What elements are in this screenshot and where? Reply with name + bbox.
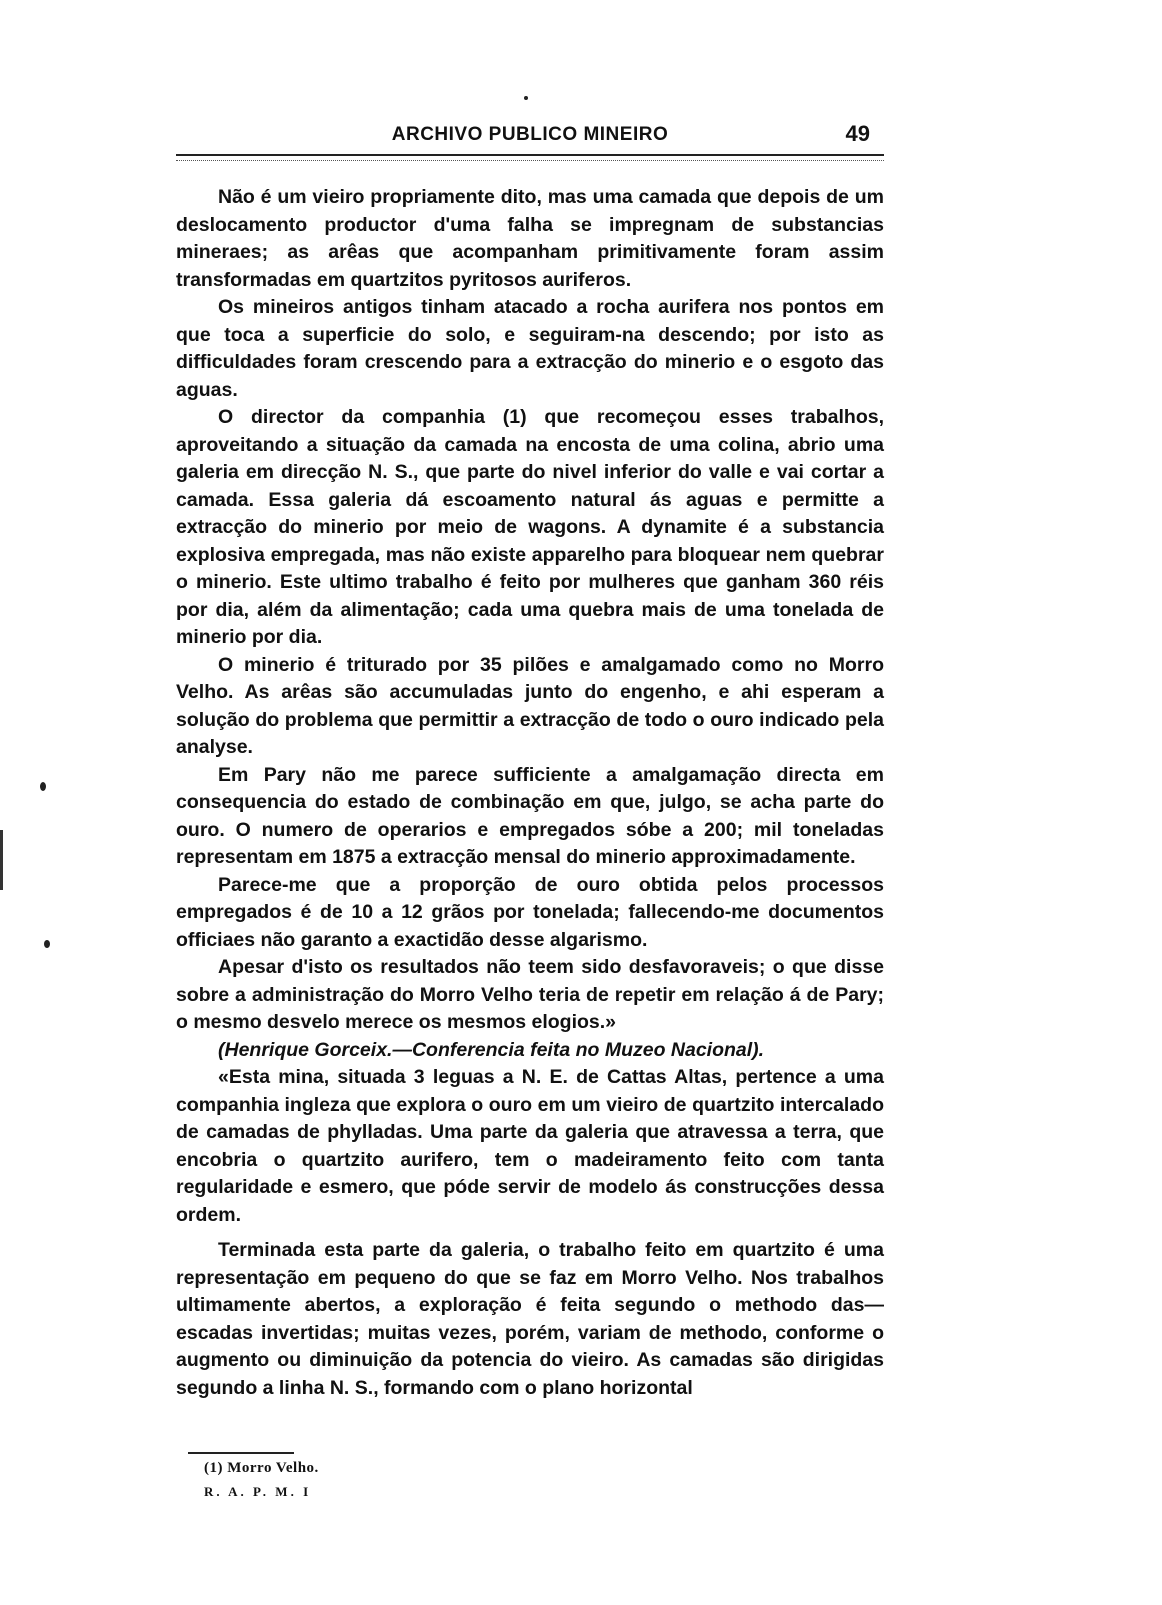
paragraph: Em Pary não me parece sufficiente a amalgamação directa em consequencia do estado de combinação em que, julgo, se acha parte do ouro. O numero de operarios e empregados sóbe a 200; mil toneladas representam em 1875 a extracção mensal do minerio approximadamente.: [176, 763, 884, 868]
running-header: [176, 120, 884, 154]
citation: (Henrique Gorceix.—Conferencia feita no Muzeo Nacional).: [218, 1038, 765, 1061]
paragraph: O minerio é triturado por 35 pilões e amalgamado como no Morro Velho. As arêas são accumuladas junto do engenho, e ahi esperam a solução do problema que permittir a extracção de todo o ouro indicado pela analyse.: [176, 653, 884, 758]
printer-signature: R. A. P. M. I: [204, 1484, 312, 1499]
scan-speck: [44, 940, 50, 948]
paragraph: Não é um vieiro propriamente dito, mas uma camada que depois de um deslocamento productor d'uma falha se impregnam de substancias mineraes; as arêas que acompanham primitivamente foram assim transformadas em quartzitos pyritosos auriferos.: [176, 186, 884, 291]
scan-margin-mark: [0, 830, 3, 890]
paragraph: Parece-me que a proporção de ouro obtida pelos processos empregados é de 10 a 12 grãos por tonelada; fallecendo-me documentos officiaes não garanto a exactidão desse algarismo.: [176, 873, 884, 951]
scan-speck: [40, 782, 46, 791]
header-title: ARCHIVO PUBLICO MINEIRO: [391, 124, 669, 145]
header-rule: [176, 154, 884, 161]
footnote: (1) Morro Velho.: [204, 1460, 319, 1476]
body-text: [176, 184, 884, 1402]
paragraph: Apesar d'isto os resultados não teem sido desfavoraveis; o que disse sobre a administração do Morro Velho teria de repetir em relação á de Pary; o mesmo desvelo merece os mesmos elogios.»: [176, 956, 884, 1033]
paragraph: Os mineiros antigos tinham atacado a rocha aurifera nos pontos em que toca a superficie do solo, e seguiram-na descendo; por isto as difficuldades foram crescendo para a extracção do minerio e o esgoto das aguas.: [176, 296, 884, 401]
paragraph: O director da companhia (1) que recomeçou esses trabalhos, aproveitando a situação da camada na encosta de uma colina, abrio uma galeria em direcção N. S., que parte do nivel inferior do valle e vai cortar a camada. Essa galeria dá escoamento natural ás aguas e permitte a extracção do minerio por meio de wagons. A dynamite é a substancia explosiva empregada, mas não existe apparelho para bloquear nem quebrar o minerio. Este ultimo trabalho é feito por mulheres que ganham 360 réis por dia, além da alimentação; cada uma quebra mais de uma tonelada de minerio por dia.: [176, 406, 884, 648]
paragraph: Terminada esta parte da galeria, o trabalho feito em quartzito é uma representação em pequeno do que se faz em Morro Velho. Nos trabalhos ultimamente abertos, a exploração é feita segundo o methodo das—escadas invertidas; muitas vezes, porém, variam de methodo, conforme o augmento ou diminuição da potencia do vieiro. As camadas são dirigidas segundo a linha N. S., formando com o plano horizontal: [176, 1239, 884, 1399]
footnote-rule: [188, 1452, 294, 1454]
page-number: 49: [845, 121, 870, 146]
paragraph: «Esta mina, situada 3 leguas a N. E. de Cattas Altas, pertence a uma companhia ingleza que explora o ouro em um vieiro de quartzito intercalado de camadas de phylladas. Uma parte da galeria que atravessa a terra, que encobria o quartzito aurifero, tem o madeiramento feito com tanta regularidade e esmero, que póde servir de modelo ás construcções dessa ordem.: [176, 1066, 884, 1226]
scan-speck: [524, 96, 528, 100]
